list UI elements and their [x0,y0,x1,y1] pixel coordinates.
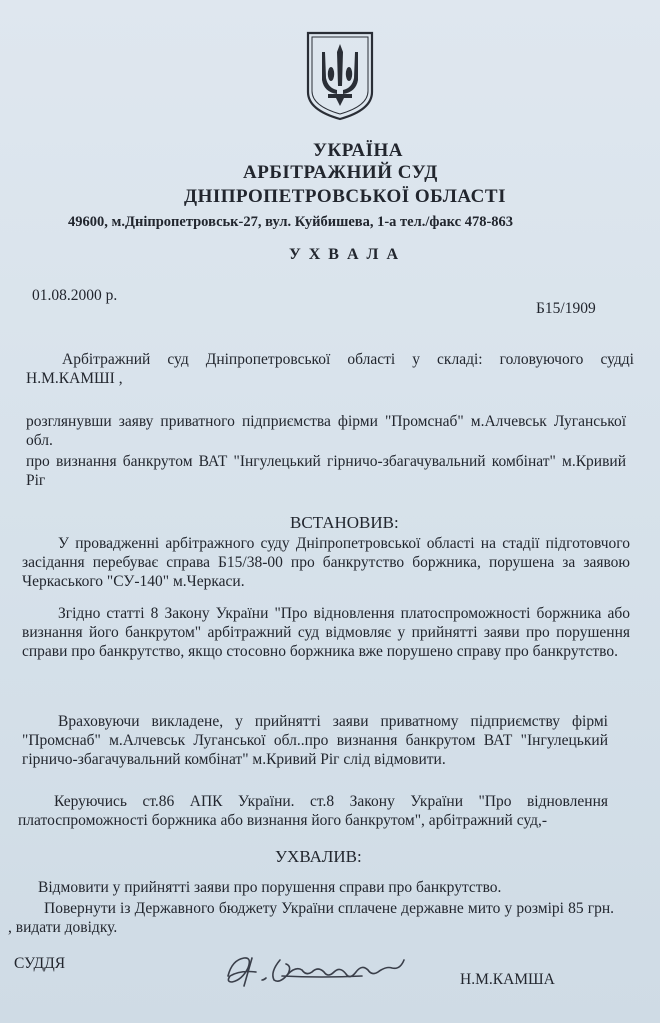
paragraph-existing-case: У провадженні арбітражного суду Дніпропетровської області на стадії підготовчого засідання перебуває справа Б15/38-00 про банкрутство боржника, порушена за заявою Черкаського "СУ-140" м.Черкаси. [22,535,630,590]
case-number: Б15/1909 [536,300,596,317]
ruled-heading: УХВАЛИВ: [275,847,362,866]
court-composition: Арбітражний суд Дніпропетровської області у складі: головуючого судді Н.М.КАМШІ , [26,351,634,387]
ruling-refuse: Відмовити у прийнятті заяви про порушення справи про банкрутство. [38,879,502,896]
handwritten-signature [222,946,412,1002]
court-address: 49600, м.Дніпропетровськ-27, вул. Куйбишева, 1-а тел./факс 478-863 [68,214,514,230]
ruling-refund: Повернути із Державного бюджету України сплачене державне мито у розмірі 85 грн. , видати довідку. [8,900,614,936]
trident-emblem-icon [304,30,376,122]
judge-label: СУДДЯ [14,955,66,972]
paragraph-conclusion: Враховуючи викладене, у прийнятті заяви приватному підприємству фірмі "Промснаб" м.Алчевськ Луганської обл..про визнання банкрутом ВАТ "Інгулецький гірничо-збагачувальний комбінат" м.Кривий Ріг слід відмовити. [22,713,608,768]
court-title: АРБІТРАЖНИЙ СУД [243,162,438,183]
document-date: 01.08.2000 р. [32,287,118,304]
judge-name: Н.М.КАМША [460,971,555,988]
document-type: У Х В А Л А [289,246,400,263]
established-heading: ВСТАНОВИВ: [290,513,399,532]
paragraph-guided-by: Керуючись ст.86 АПК України. ст.8 Закону України "Про відновлення платоспроможності боржника або визнання його банкрутом", арбітражний суд,- [18,793,608,829]
considered-application: розглянувши заяву приватного підприємства фірми "Промснаб" м.Алчевськ Луганської обл. [26,413,626,449]
region-title: ДНІПРОПЕТРОВСЬКОЇ ОБЛАСТІ [184,186,506,207]
country-title: УКРАЇНА [313,140,404,161]
paragraph-legal-basis: Згідно статті 8 Закону України "Про відновлення платоспроможності боржника або визнання його банкрутом" арбітражний суд відмовляє у прийнятті заяви про порушення справи про банкрутство, якщо стосовно боржника вже порушено справу про банкрутство. [22,605,630,660]
application-subject: про визнання банкрутом ВАТ "Інгулецький гірничо-збагачувальний комбінат" м.Кривий Ріг [26,453,626,489]
